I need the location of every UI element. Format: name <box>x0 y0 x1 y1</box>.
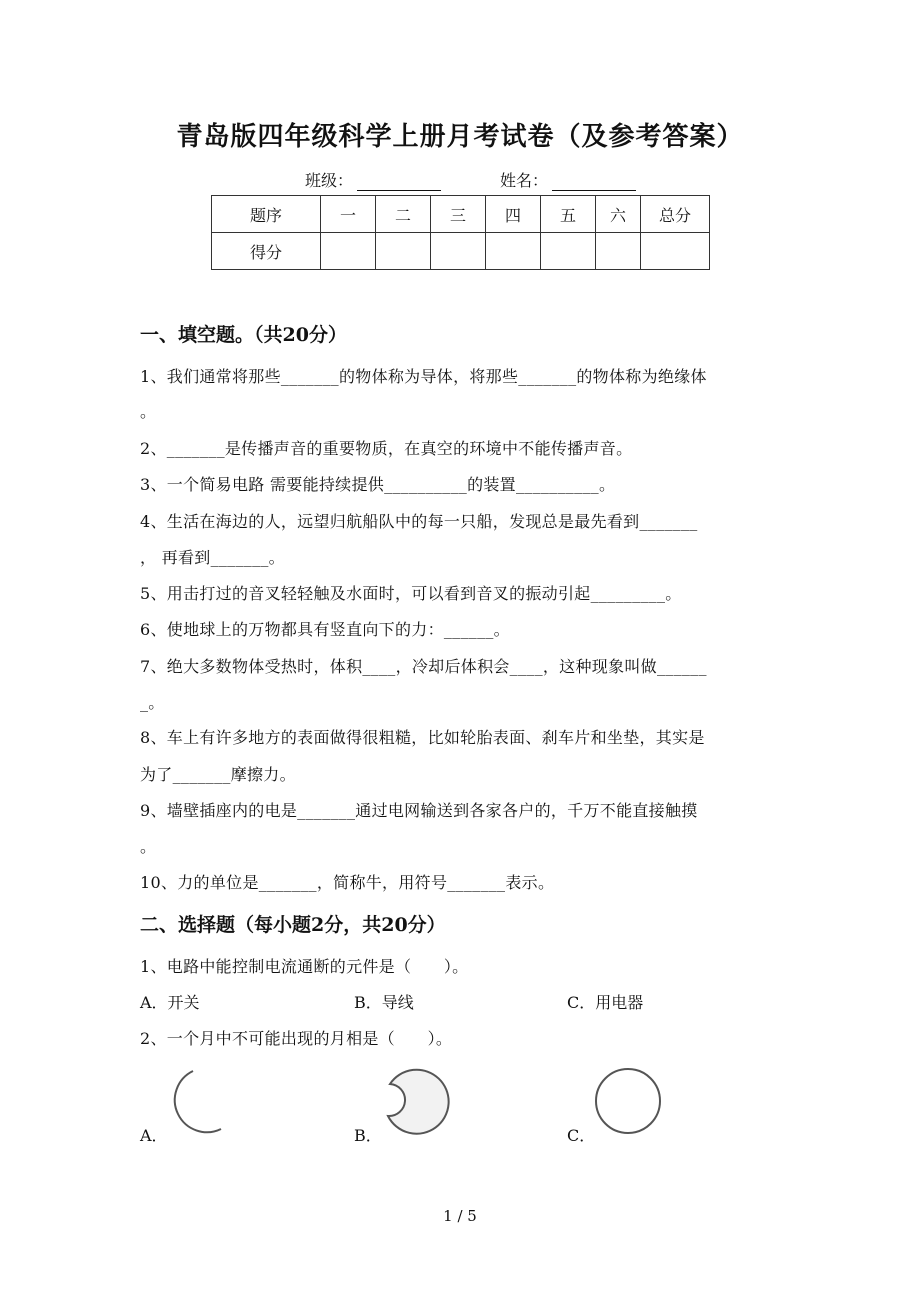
score-cell[interactable] <box>641 233 710 270</box>
question-line: 2、_______是传播声音的重要物质，在真空的环境中不能传播声音。 <box>140 439 633 458</box>
name-field <box>500 168 636 191</box>
question-line: 4、生活在海边的人，远望归航船队中的每一只船，发现总是最先看到_______ <box>140 512 698 531</box>
score-table-header-row <box>212 196 710 233</box>
question-line: ， 再看到_______。 <box>140 548 285 567</box>
question-line: 1、电路中能控制电流通断的元件是（ ）。 <box>140 957 469 976</box>
score-header-cell: 总分 <box>641 196 710 233</box>
section-1-heading: 一、填空题。（共20分） <box>140 324 347 346</box>
crescent-moon-icon <box>163 1067 225 1139</box>
class-label: 班级： <box>305 171 354 190</box>
question-line: 3、一个简易电路 需要能持续提供__________的装置__________。 <box>140 475 616 494</box>
score-table <box>211 195 710 270</box>
class-field <box>305 168 441 191</box>
question-line: 2、一个月中不可能出现的月相是（ ）。 <box>140 1029 453 1048</box>
score-header-cell: 题序 <box>212 196 321 233</box>
score-header-cell: 四 <box>486 196 541 233</box>
name-blank[interactable] <box>552 174 636 191</box>
score-table-row <box>212 233 710 270</box>
score-header-cell: 一 <box>321 196 376 233</box>
option-b[interactable]: B．导线 <box>354 993 414 1012</box>
option-c[interactable]: C． <box>567 1126 596 1145</box>
option-a[interactable]: A． <box>140 1126 168 1145</box>
page-number: 1 / 5 <box>443 1207 477 1225</box>
question-line: 8、车上有许多地方的表面做得很粗糙，比如轮胎表面、刹车片和坐垫，其实是 <box>140 728 705 747</box>
score-header-cell: 三 <box>431 196 486 233</box>
score-cell[interactable] <box>376 233 431 270</box>
question-line: 为了_______摩擦力。 <box>140 765 296 784</box>
question-line: 。 <box>140 837 157 856</box>
score-row-label: 得分 <box>212 233 321 270</box>
section-2-heading: 二、选择题（每小题2分，共20分） <box>140 914 446 936</box>
question-line: 10、力的单位是_______，简称牛，用符号_______表示。 <box>140 873 555 892</box>
score-cell[interactable] <box>321 233 376 270</box>
full-moon-icon <box>592 1066 664 1136</box>
question-line: 5、用击打过的音叉轻轻触及水面时，可以看到音叉的振动引起_________。 <box>140 584 682 603</box>
score-cell[interactable] <box>431 233 486 270</box>
question-line: _。 <box>140 693 165 712</box>
question-line: 。 <box>140 402 157 421</box>
question-line: 7、绝大多数物体受热时，体积____，冷却后体积会____，这种现象叫做______ <box>140 657 707 676</box>
score-cell[interactable] <box>486 233 541 270</box>
notched-moon-icon <box>378 1068 450 1136</box>
name-label: 姓名： <box>500 171 549 190</box>
score-header-cell: 二 <box>376 196 431 233</box>
question-line: 1、我们通常将那些_______的物体称为导体，将那些_______的物体称为绝缘体 <box>140 367 707 386</box>
option-c[interactable]: C．用电器 <box>567 993 644 1012</box>
option-a[interactable]: A．开关 <box>140 993 200 1012</box>
score-cell[interactable] <box>596 233 641 270</box>
score-header-cell: 六 <box>596 196 641 233</box>
score-cell[interactable] <box>541 233 596 270</box>
page-title: 青岛版四年级科学上册月考试卷（及参考答案） <box>176 122 744 152</box>
question-line: 6、使地球上的万物都具有竖直向下的力：______。 <box>140 620 510 639</box>
score-header-cell: 五 <box>541 196 596 233</box>
question-line: 9、墙壁插座内的电是_______通过电网输送到各家各户的，千万不能直接触摸 <box>140 801 698 820</box>
class-blank[interactable] <box>357 174 441 191</box>
option-b[interactable]: B． <box>354 1126 382 1145</box>
